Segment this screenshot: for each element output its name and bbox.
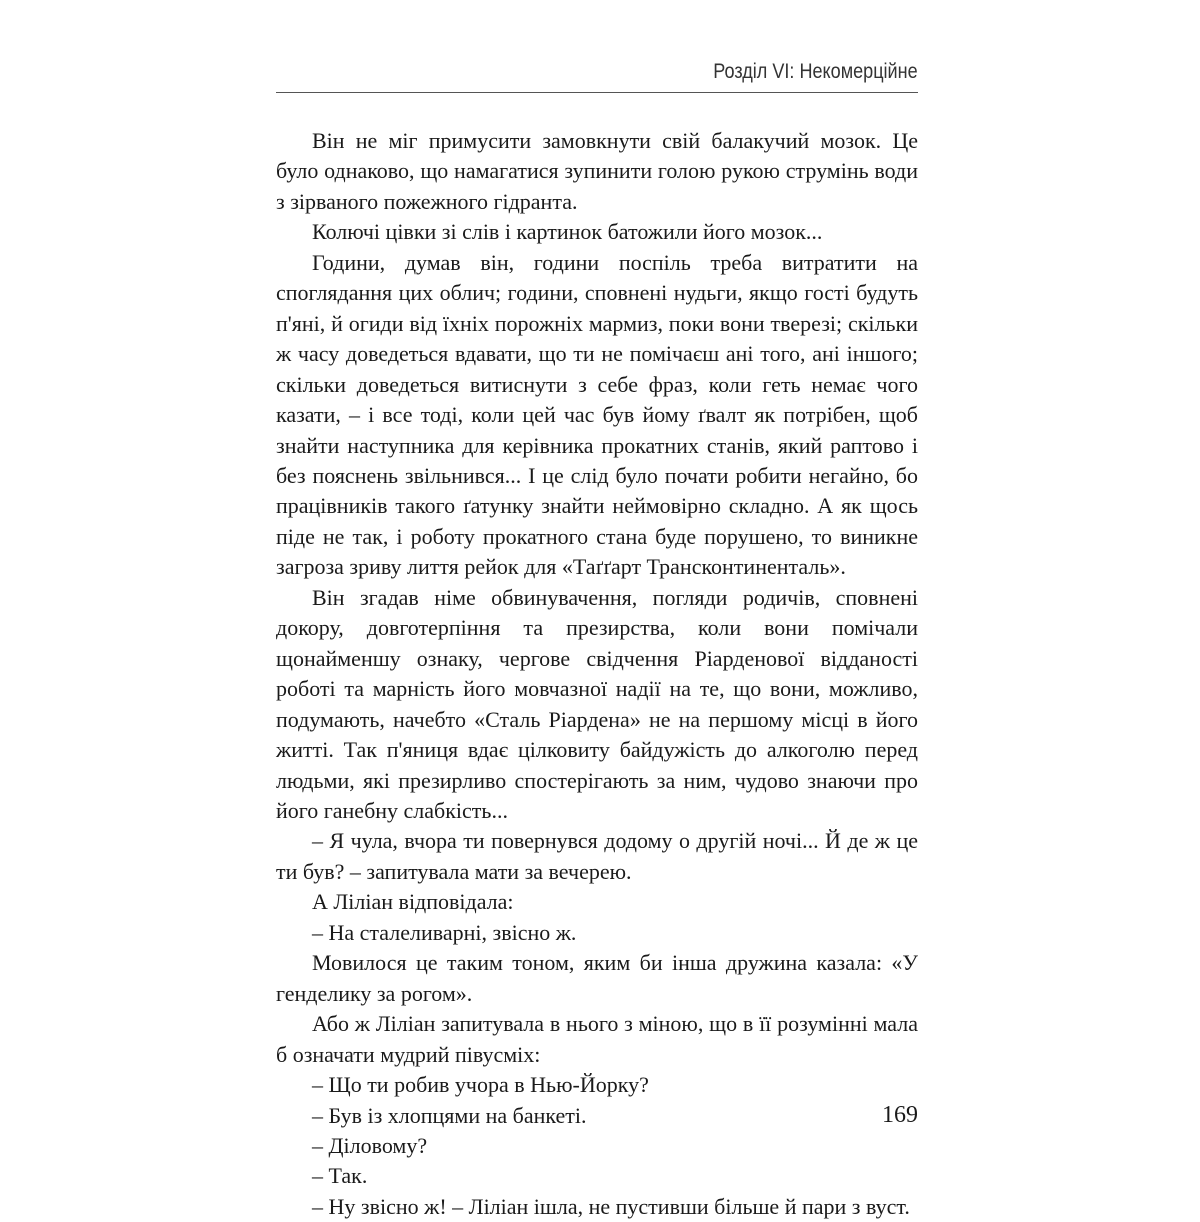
header-rule — [276, 92, 918, 93]
running-head: Розділ VI: Некомерційне — [713, 60, 918, 83]
paragraph: Він не міг примусити замовкнути свій балакучий мозок. Це було однаково, що намагатися зупинити голою рукою струмінь води з зірваного пожежного гідранта. — [276, 128, 918, 214]
dialogue-line: – Що ти робив учора в Нью-Йорку? — [312, 1072, 649, 1098]
dialogue-line: – Був із хлопцями на банкеті. — [312, 1102, 587, 1128]
dialogue-line: – На сталеливарні, звісно ж. — [312, 919, 577, 945]
paragraph: Він згадав німе обвинувачення, погляди родичів, сповнені докору, довготерпіння та презирства, коли вони помічали щонайменшу ознаку, чергове свідчення Ріарденової відданості роботі та марність його мовчазної надії на те, що вони, можливо, подумають, начебто «Сталь Ріардена» не на першому місці в його житті. Так п'яниця вдає цілковиту байдужість до алкоголю перед людьми, які презирливо спостерігають за ним, чудово знаючи про його ганебну слабкість... — [276, 584, 918, 823]
dialogue-line: – Ну звісно ж! – Ліліан ішла, не пустивши більше й пари з вуст. — [312, 1193, 910, 1219]
paragraph: Або ж Ліліан запитувала в нього з міною, що в її розумінні мала б означати мудрий півусміх: — [276, 1011, 918, 1067]
dialogue-line: – Діловому? — [312, 1132, 428, 1158]
paragraph: Години, думав він, години поспіль треба витратити на споглядання цих облич; години, сповнені нудьги, якщо гості будуть п'яні, й огиди від їхніх порожніх мармиз, поки вони тверезі; скільки ж часу доведеться вдавати, що ти не помічаєш ані того, ані іншого; скільки доведеться витиснути з себе фраз, коли геть немає чого казати, – і все тоді, коли цей час був йому ґвалт як потрібен, щоб знайти наступника для керівника прокатних станів, який раптово і без пояснень звільнився... І це слід було почати робити негайно, бо працівників такого ґатунку знайти неймовірно складно. А як щось піде не так, і роботу прокатного стана буде порушено, то виникне загроза зриву лиття рейок для «Таґґарт Трансконтиненталь». — [276, 249, 918, 580]
body-text — [276, 126, 918, 1222]
dialogue-line: – Я чула, вчора ти повернувся додому о другій ночі... Й де ж це ти був? – запитувала мати за вечерею. — [276, 828, 918, 884]
paragraph: Мовилося це таким тоном, яким би інша дружина казала: «У генделику за рогом». — [276, 950, 918, 1006]
paragraph: Колючі цівки зі слів і картинок батожили його мозок... — [312, 219, 823, 245]
page-number: 169 — [882, 1102, 918, 1128]
book-page — [276, 0, 918, 1219]
paragraph: А Ліліан відповідала: — [312, 889, 514, 915]
dialogue-line: – Так. — [312, 1163, 368, 1189]
